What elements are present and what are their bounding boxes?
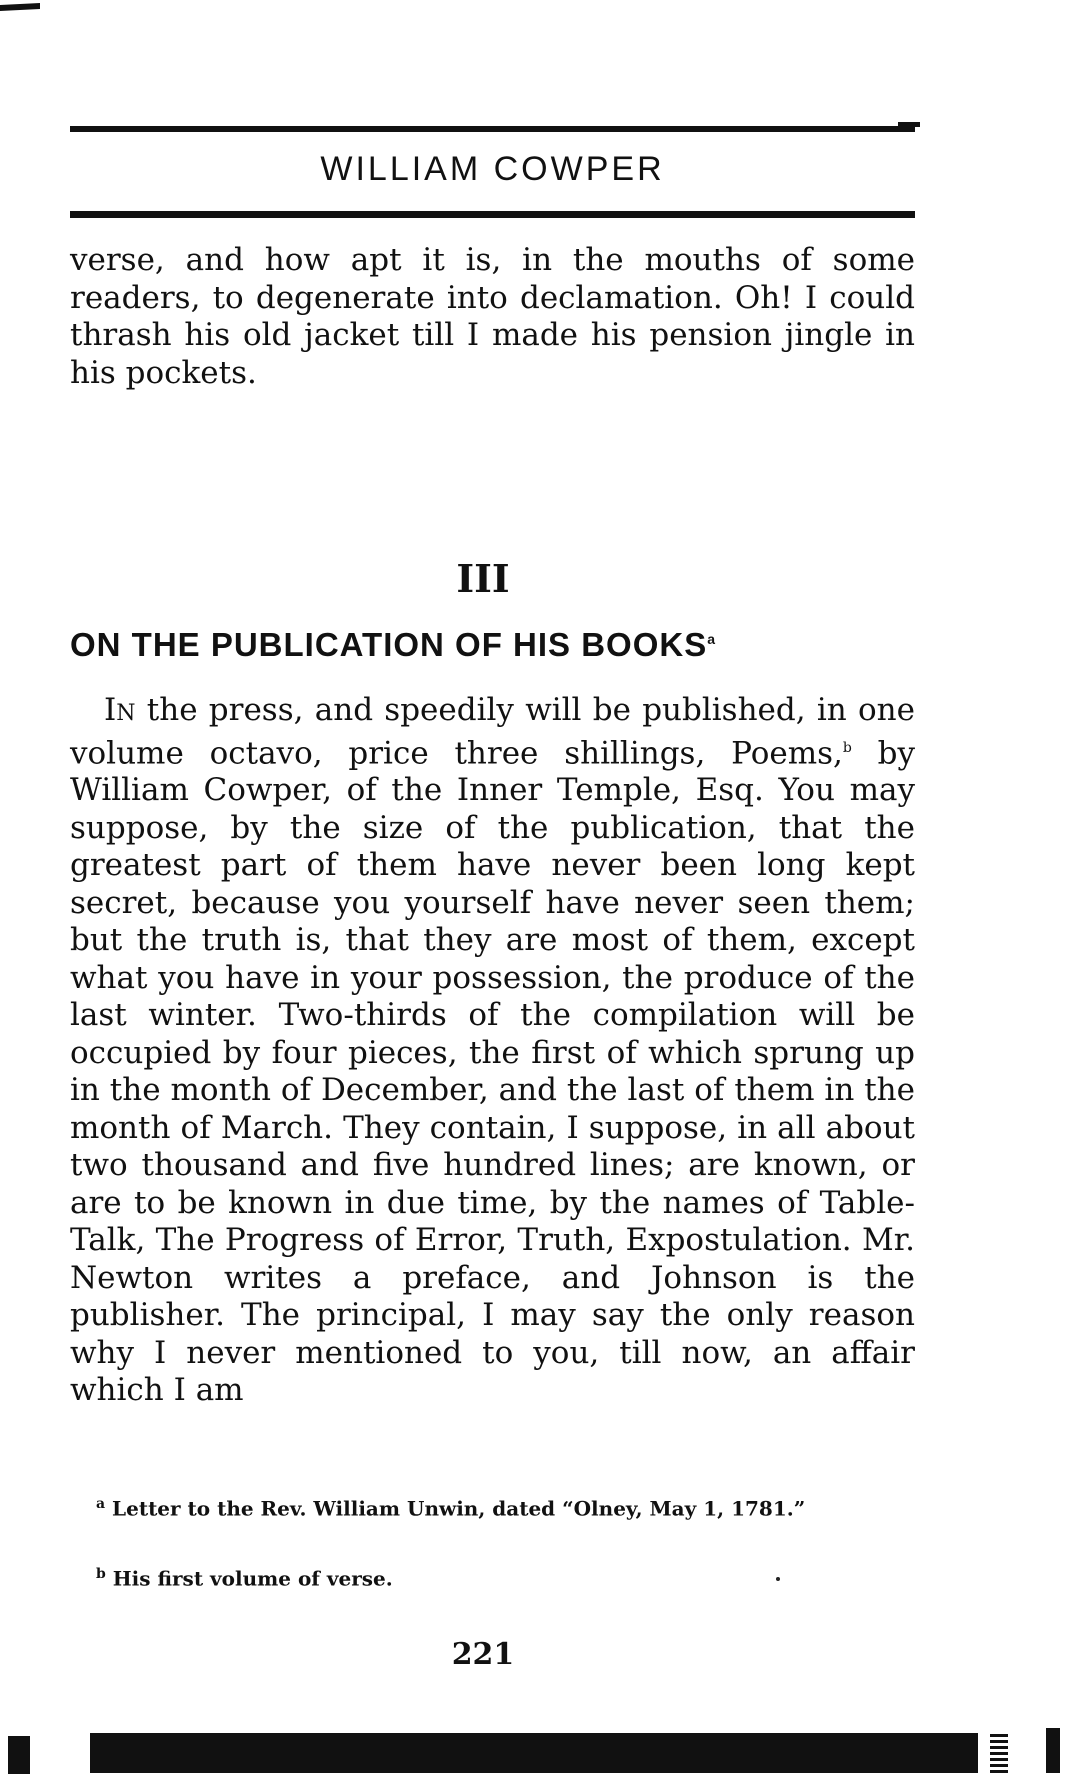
drop-word: In (104, 692, 136, 728)
running-head: WILLIAM COWPER (320, 150, 665, 188)
chapter-numeral: III (456, 556, 510, 601)
chapter-title-note-mark: a (707, 631, 717, 647)
top-rule (70, 126, 915, 132)
header-rule (70, 211, 915, 218)
body-note-mark: b (842, 739, 852, 756)
scan-bottom-bar (90, 1733, 978, 1773)
body-paragraph (70, 692, 915, 1410)
footnote (70, 1490, 915, 1523)
scan-edge-mark-left (8, 1736, 30, 1774)
scan-edge-hatch (990, 1733, 1008, 1773)
chapter-title-text: ON THE PUBLICATION OF HIS BOOKS (70, 626, 708, 663)
top-rule-tail (898, 122, 920, 127)
footnote-text: Letter to the Rev. William Unwin, dated “Olney, May 1, 1781.” (112, 1496, 806, 1521)
continuation-paragraph: verse, and how apt it is, in the mouths of some readers, to degenerate into declamation. Oh! I could thrash his old jacket till I made his pension jingle in his pockets. (70, 242, 915, 391)
stray-dot (776, 1577, 780, 1581)
footnote-mark: a (96, 1496, 106, 1512)
footnote (70, 1560, 915, 1593)
page-number: 221 (451, 1637, 515, 1672)
chapter-title (70, 626, 950, 664)
scan-edge-mark-right (1046, 1728, 1060, 1773)
footnote-mark: b (96, 1566, 106, 1582)
footnote-text: His first volume of verse. (112, 1566, 393, 1591)
body-rest: by William Cowper, of the Inner Temple, Esq. You may suppose, by the size of the publication, that the greatest part of them have never been long kept secret, because you yourself have never seen them; but the truth is, that they are most of them, except what you have in your possession, the produce of the last winter. Two-thirds of the compilation will be occupied by four pieces, the first of which sprung up in the month of December, and the last of them in the month of March. They contain, I suppose, in all about two thousand and five hundred lines; are known, or are to be known in due time, by the names of Table-Talk, The Progress of Error, Truth, Expostulation. Mr. Newton writes a preface, and Johnson is the publisher. The principal, I may say the only reason why I never mentioned to you, till now, an affair which I am (70, 734, 915, 1409)
scan-corner-mark (0, 3, 40, 11)
body-opening: the press, and speedily will be published, in one volume octavo, price three shillings, Poems, (70, 692, 915, 771)
